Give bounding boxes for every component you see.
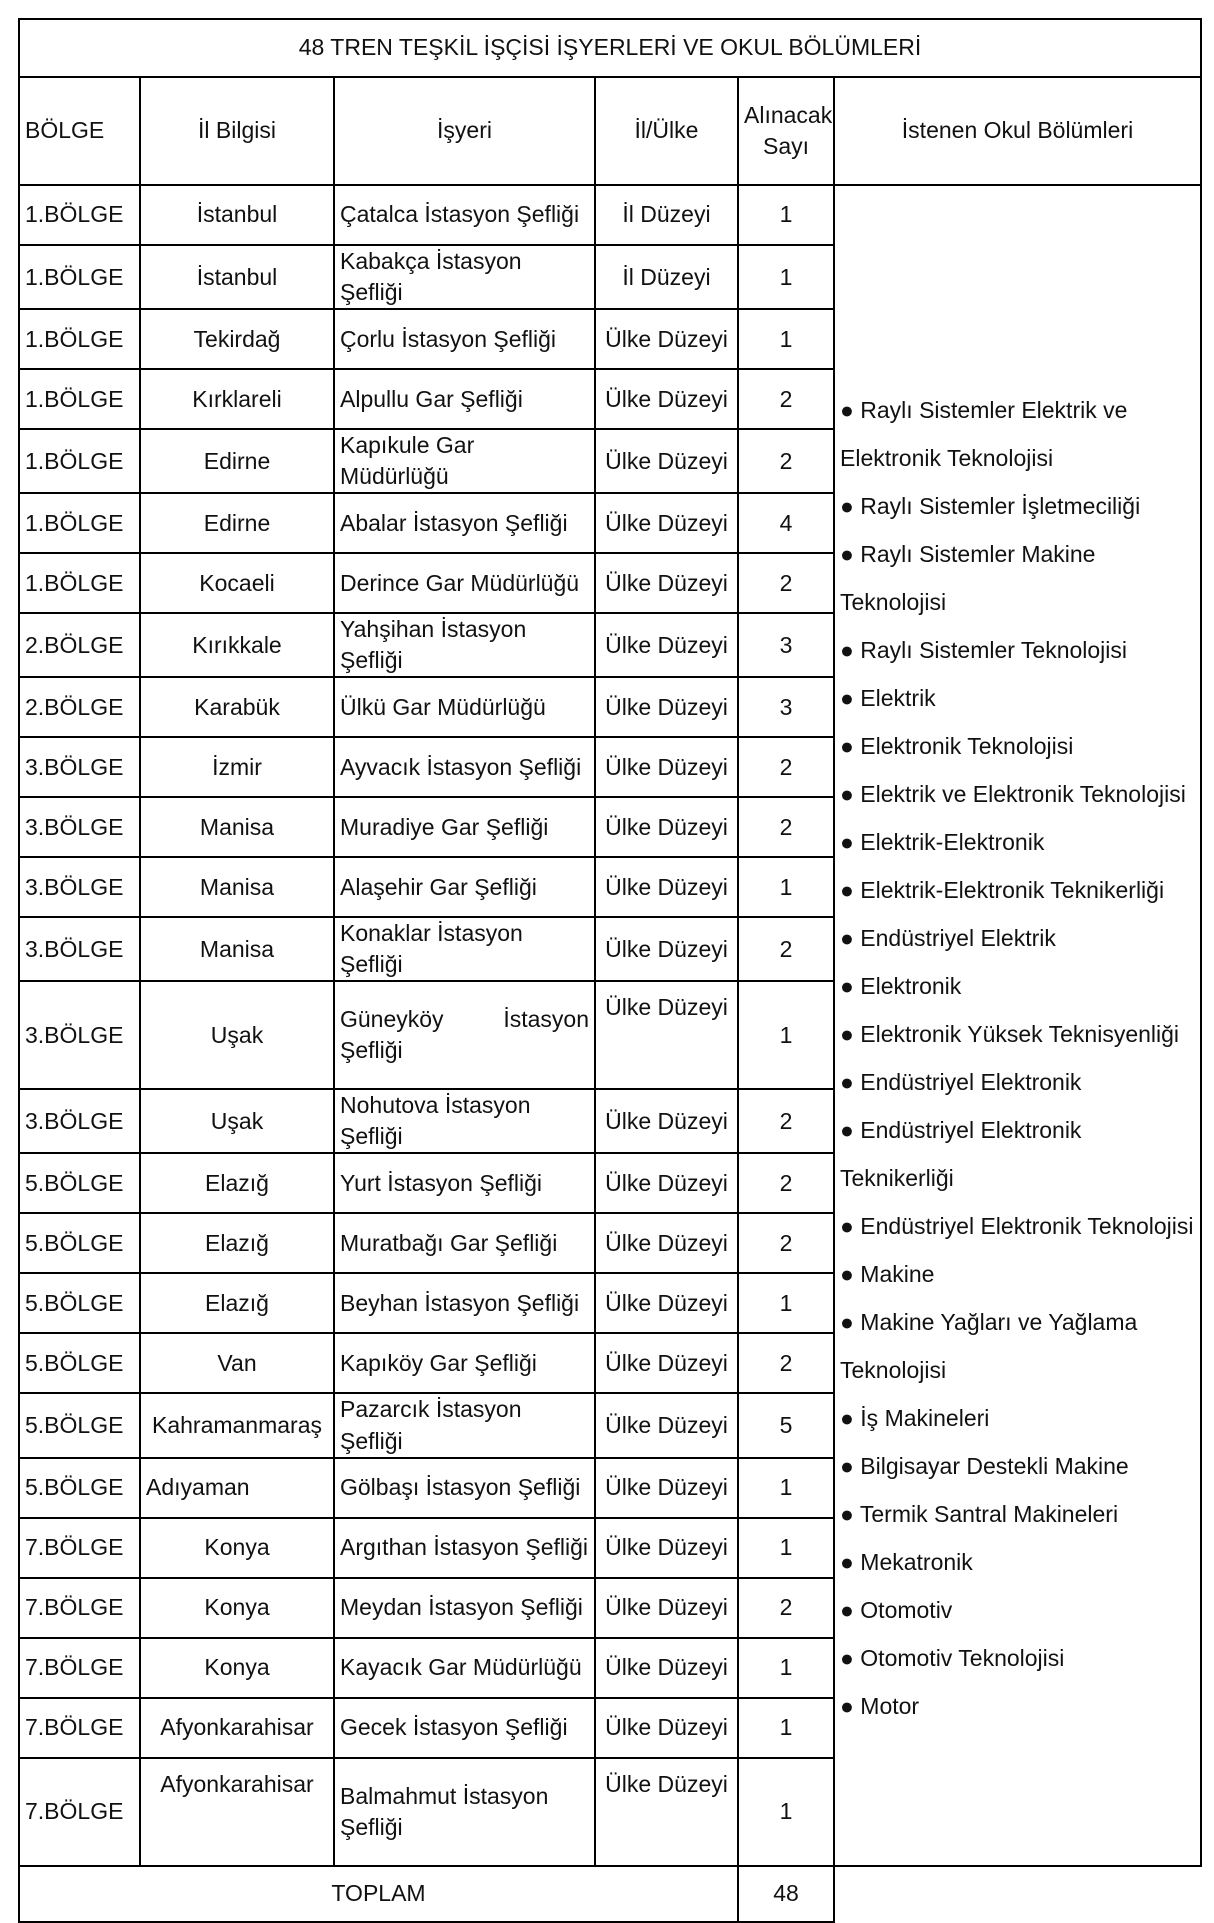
cell-il: İstanbul	[140, 245, 334, 309]
cell-il: Kırıkkale	[140, 613, 334, 677]
cell-isyeri: Ayvacık İstasyon Şefliği	[334, 737, 595, 797]
department-item: ● Endüstriyel Elektronik Teknikerliği	[840, 1117, 1082, 1191]
cell-sayi: 2	[738, 369, 834, 429]
cell-sayi: 1	[738, 1758, 834, 1866]
table-title: 48 TREN TEŞKİL İŞÇİSİ İŞYERLERİ VE OKUL BÖLÜMLERİ	[19, 19, 1201, 77]
cell-sayi: 2	[738, 1153, 834, 1213]
department-item: ● Raylı Sistemler Teknolojisi	[840, 637, 1128, 663]
cell-sayi: 2	[738, 797, 834, 857]
department-item: ● Makine Yağları ve Yağlama Teknolojisi	[840, 1309, 1138, 1383]
cell-bolge: 3.BÖLGE	[19, 917, 140, 981]
cell-il: Edirne	[140, 429, 334, 493]
department-item: ● Elektrik ve Elektronik Teknolojisi	[840, 781, 1186, 807]
cell-duzey: Ülke Düzeyi	[595, 857, 738, 917]
cell-sayi: 1	[738, 1518, 834, 1578]
cell-il: Uşak	[140, 981, 334, 1089]
cell-sayi: 1	[738, 1458, 834, 1518]
cell-sayi: 2	[738, 553, 834, 613]
cell-duzey: Ülke Düzeyi	[595, 1518, 738, 1578]
cell-duzey: Ülke Düzeyi	[595, 493, 738, 553]
cell-isyeri: Gölbaşı İstasyon Şefliği	[334, 1458, 595, 1518]
cell-sayi: 5	[738, 1393, 834, 1457]
cell-isyeri: Meydan İstasyon Şefliği	[334, 1578, 595, 1638]
cell-duzey: Ülke Düzeyi	[595, 1089, 738, 1153]
cell-isyeri: Gecek İstasyon Şefliği	[334, 1698, 595, 1758]
cell-duzey: Ülke Düzeyi	[595, 429, 738, 493]
cell-bolge: 2.BÖLGE	[19, 613, 140, 677]
cell-sayi: 3	[738, 613, 834, 677]
cell-isyeri: Muratbağı Gar Şefliği	[334, 1213, 595, 1273]
department-item: ● Endüstriyel Elektronik	[840, 1069, 1082, 1095]
cell-il: Kırklareli	[140, 369, 334, 429]
cell-duzey: Ülke Düzeyi	[595, 797, 738, 857]
cell-duzey: Ülke Düzeyi	[595, 613, 738, 677]
header-ilulke: İl/Ülke	[595, 77, 738, 185]
cell-isyeri: Yurt İstasyon Şefliği	[334, 1153, 595, 1213]
cell-il: İstanbul	[140, 185, 334, 245]
cell-isyeri: Pazarcık İstasyon Şefliği	[334, 1393, 595, 1457]
cell-il: Afyonkarahisar	[140, 1758, 334, 1866]
header-isyeri: İşyeri	[334, 77, 595, 185]
cell-duzey: İl Düzeyi	[595, 245, 738, 309]
cell-duzey: Ülke Düzeyi	[595, 1458, 738, 1518]
cell-il: Manisa	[140, 857, 334, 917]
department-list	[834, 185, 1201, 1866]
cell-il: Adıyaman	[140, 1458, 334, 1518]
cell-bolge: 1.BÖLGE	[19, 493, 140, 553]
cell-duzey: Ülke Düzeyi	[595, 737, 738, 797]
cell-il: Konya	[140, 1578, 334, 1638]
cell-sayi: 1	[738, 245, 834, 309]
table-row	[19, 185, 1201, 245]
cell-il: Konya	[140, 1518, 334, 1578]
department-item: ● Otomotiv	[840, 1597, 953, 1623]
cell-bolge: 7.BÖLGE	[19, 1638, 140, 1698]
workplace-table	[18, 18, 1202, 1923]
cell-duzey: Ülke Düzeyi	[595, 1698, 738, 1758]
department-item: ● Raylı Sistemler İşletmeciliği	[840, 493, 1141, 519]
cell-il: Karabük	[140, 677, 334, 737]
cell-sayi: 2	[738, 917, 834, 981]
department-item: ● İş Makineleri	[840, 1405, 990, 1431]
department-item: ● Otomotiv Teknolojisi	[840, 1645, 1065, 1671]
cell-sayi: 1	[738, 309, 834, 369]
cell-isyeri: Konaklar İstasyon Şefliği	[334, 917, 595, 981]
cell-bolge: 2.BÖLGE	[19, 677, 140, 737]
cell-il: Manisa	[140, 797, 334, 857]
cell-bolge: 5.BÖLGE	[19, 1273, 140, 1333]
cell-duzey: Ülke Düzeyi	[595, 369, 738, 429]
cell-isyeri: Ülkü Gar Müdürlüğü	[334, 677, 595, 737]
header-alinacak: Alınacak Sayı	[738, 77, 834, 185]
cell-bolge: 7.BÖLGE	[19, 1578, 140, 1638]
cell-bolge: 7.BÖLGE	[19, 1518, 140, 1578]
cell-duzey: Ülke Düzeyi	[595, 1393, 738, 1457]
cell-isyeri: Çorlu İstasyon Şefliği	[334, 309, 595, 369]
cell-isyeri: Alaşehir Gar Şefliği	[334, 857, 595, 917]
cell-bolge: 1.BÖLGE	[19, 553, 140, 613]
cell-isyeri: Çatalca İstasyon Şefliği	[334, 185, 595, 245]
cell-duzey: İl Düzeyi	[595, 185, 738, 245]
cell-bolge: 3.BÖLGE	[19, 797, 140, 857]
cell-sayi: 2	[738, 1578, 834, 1638]
cell-isyeri: Kayacık Gar Müdürlüğü	[334, 1638, 595, 1698]
cell-duzey: Ülke Düzeyi	[595, 553, 738, 613]
cell-il: Edirne	[140, 493, 334, 553]
cell-sayi: 2	[738, 1333, 834, 1393]
cell-il: Tekirdağ	[140, 309, 334, 369]
cell-il: İzmir	[140, 737, 334, 797]
cell-sayi: 1	[738, 1273, 834, 1333]
cell-il: Kahramanmaraş	[140, 1393, 334, 1457]
department-item: ● Makine	[840, 1261, 935, 1287]
cell-il: Uşak	[140, 1089, 334, 1153]
department-item: ● Bilgisayar Destekli Makine	[840, 1453, 1129, 1479]
cell-bolge: 3.BÖLGE	[19, 981, 140, 1089]
cell-duzey: Ülke Düzeyi	[595, 981, 738, 1089]
cell-bolge: 5.BÖLGE	[19, 1213, 140, 1273]
cell-il: Kocaeli	[140, 553, 334, 613]
cell-duzey: Ülke Düzeyi	[595, 1213, 738, 1273]
department-item: ● Termik Santral Makineleri	[840, 1501, 1119, 1527]
header-il: İl Bilgisi	[140, 77, 334, 185]
cell-isyeri: Alpullu Gar Şefliği	[334, 369, 595, 429]
cell-isyeri: Kapıkule Gar Müdürlüğü	[334, 429, 595, 493]
cell-isyeri: Muradiye Gar Şefliği	[334, 797, 595, 857]
cell-duzey: Ülke Düzeyi	[595, 1153, 738, 1213]
cell-isyeri: Beyhan İstasyon Şefliği	[334, 1273, 595, 1333]
cell-duzey: Ülke Düzeyi	[595, 677, 738, 737]
cell-sayi: 2	[738, 737, 834, 797]
total-blank	[834, 1866, 1201, 1922]
cell-sayi: 2	[738, 429, 834, 493]
cell-bolge: 5.BÖLGE	[19, 1333, 140, 1393]
department-item: ● Elektrik-Elektronik	[840, 829, 1045, 855]
cell-sayi: 4	[738, 493, 834, 553]
department-item: ● Elektronik Teknolojisi	[840, 733, 1074, 759]
department-item: ● Elektronik Yüksek Teknisyenliği	[840, 1021, 1180, 1047]
cell-il: Van	[140, 1333, 334, 1393]
cell-bolge: 1.BÖLGE	[19, 245, 140, 309]
cell-bolge: 1.BÖLGE	[19, 309, 140, 369]
cell-isyeri: Abalar İstasyon Şefliği	[334, 493, 595, 553]
department-item: ● Endüstriyel Elektrik	[840, 925, 1056, 951]
cell-il: Elazığ	[140, 1273, 334, 1333]
department-item: ● Elektronik	[840, 973, 962, 999]
cell-duzey: Ülke Düzeyi	[595, 917, 738, 981]
cell-duzey: Ülke Düzeyi	[595, 1638, 738, 1698]
cell-il: Konya	[140, 1638, 334, 1698]
cell-il: Afyonkarahisar	[140, 1698, 334, 1758]
cell-sayi: 1	[738, 1638, 834, 1698]
cell-duzey: Ülke Düzeyi	[595, 1333, 738, 1393]
cell-bolge: 5.BÖLGE	[19, 1153, 140, 1213]
cell-isyeri: Nohutova İstasyon Şefliği	[334, 1089, 595, 1153]
cell-sayi: 1	[738, 857, 834, 917]
department-item: ● Mekatronik	[840, 1549, 973, 1575]
total-label: TOPLAM	[19, 1866, 738, 1922]
cell-bolge: 3.BÖLGE	[19, 857, 140, 917]
cell-il: Manisa	[140, 917, 334, 981]
cell-sayi: 3	[738, 677, 834, 737]
cell-isyeri: Kabakça İstasyon Şefliği	[334, 245, 595, 309]
cell-bolge: 5.BÖLGE	[19, 1458, 140, 1518]
cell-bolge: 7.BÖLGE	[19, 1758, 140, 1866]
header-bolumler: İstenen Okul Bölümleri	[834, 77, 1201, 185]
cell-bolge: 7.BÖLGE	[19, 1698, 140, 1758]
department-item: ● Raylı Sistemler Elektrik ve Elektronik Teknolojisi	[840, 397, 1128, 471]
department-item: ● Raylı Sistemler Makine Teknolojisi	[840, 541, 1096, 615]
cell-il: Elazığ	[140, 1153, 334, 1213]
cell-bolge: 3.BÖLGE	[19, 1089, 140, 1153]
department-item: ● Endüstriyel Elektronik Teknolojisi	[840, 1213, 1194, 1239]
cell-il: Elazığ	[140, 1213, 334, 1273]
cell-duzey: Ülke Düzeyi	[595, 1758, 738, 1866]
cell-bolge: 1.BÖLGE	[19, 429, 140, 493]
cell-isyeri: Balmahmut İstasyon Şefliği	[334, 1758, 595, 1866]
cell-isyeri: Argıthan İstasyon Şefliği	[334, 1518, 595, 1578]
cell-sayi: 2	[738, 1213, 834, 1273]
cell-sayi: 1	[738, 185, 834, 245]
cell-sayi: 1	[738, 1698, 834, 1758]
department-item: ● Elektrik	[840, 685, 936, 711]
total-row	[19, 1866, 1201, 1922]
cell-isyeri: Derince Gar Müdürlüğü	[334, 553, 595, 613]
total-value: 48	[738, 1866, 834, 1922]
cell-duzey: Ülke Düzeyi	[595, 1578, 738, 1638]
cell-sayi: 1	[738, 981, 834, 1089]
cell-isyeri: Güneyköy İstasyon Şefliği	[334, 981, 595, 1089]
cell-bolge: 3.BÖLGE	[19, 737, 140, 797]
cell-bolge: 1.BÖLGE	[19, 185, 140, 245]
department-item: ● Motor	[840, 1693, 920, 1719]
cell-bolge: 5.BÖLGE	[19, 1393, 140, 1457]
header-bolge: BÖLGE	[19, 77, 140, 185]
cell-isyeri: Kapıköy Gar Şefliği	[334, 1333, 595, 1393]
cell-bolge: 1.BÖLGE	[19, 369, 140, 429]
cell-isyeri: Yahşihan İstasyon Şefliği	[334, 613, 595, 677]
cell-duzey: Ülke Düzeyi	[595, 1273, 738, 1333]
department-item: ● Elektrik-Elektronik Teknikerliği	[840, 877, 1165, 903]
cell-sayi: 2	[738, 1089, 834, 1153]
cell-duzey: Ülke Düzeyi	[595, 309, 738, 369]
